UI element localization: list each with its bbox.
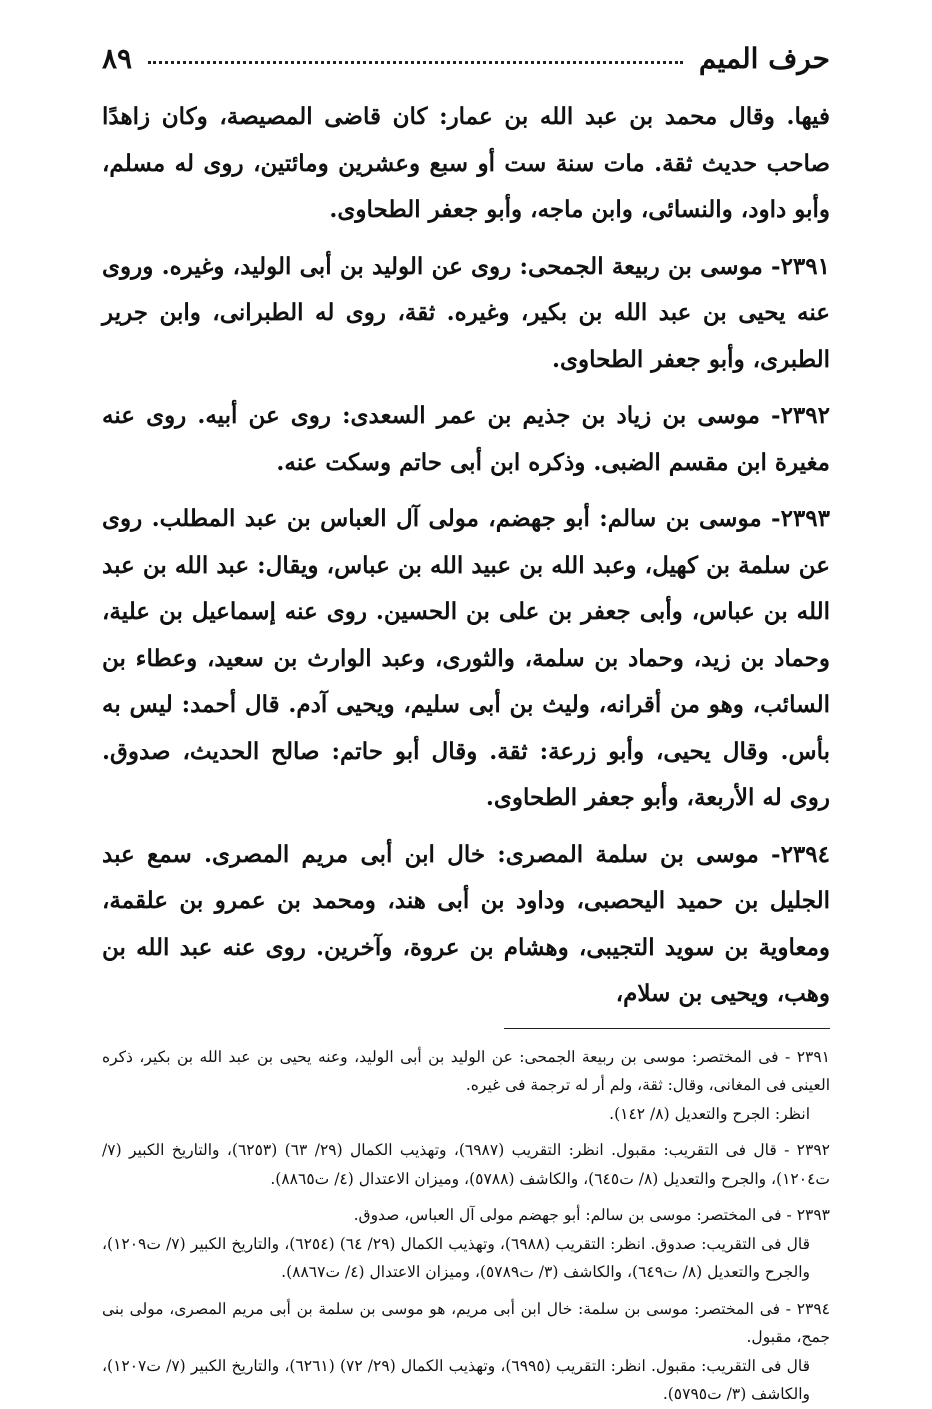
page-number: ٨٩ xyxy=(102,41,133,75)
footnote-line: قال فى التقريب: مقبول. انظر: التقريب (٦٩٩٥)، وتهذيب الكمال (٢٩/ ٧٢) (٦٢٦١)، والتاريخ الكبير (٧/ ت١٢٠٧)، والكاشف (٣/ ت٥٧٩٥). xyxy=(102,1356,810,1403)
footnote-2393 xyxy=(102,1201,830,1287)
footnote-line: قال فى التقريب: صدوق. انظر: التقريب (٦٩٨٨)، وتهذيب الكمال (٢٩/ ٦٤) (٦٢٥٤)، والتاريخ الكبير (٧/ ت١٢٠٩)، والجرح والتعديل (٨/ ت٦٤٩)، والكاشف (٣/ ت٥٧٨٩)، وميزان الاعتدال (٤/ ت٨٨٦٧). xyxy=(102,1234,810,1281)
entry-2393: ٢٣٩٣- موسى بن سالم: أبو جهضم، مولى آل العباس بن عبد المطلب. روى عن سلمة بن كهيل، وعبد الله بن عبيد الله بن عباس، ويقال: عبد الله بن عبد الله بن عباس، وأبى جعفر بن على بن الحسين. روى عنه إسماعيل بن علية، وحماد بن زيد، وحماد بن سلمة، والثورى، وعبد الوارث بن سعيد، وعطاء بن السائب، وهو من أقرانه، وليث بن أبى سليم، ويحيى آدم. قال أحمد: ليس به بأس. وقال يحيى، وأبو زرعة: ثقة. وقال أبو حاتم: صالح الحديث، صدوق. روى له الأربعة، وأبو جعفر الطحاوى. xyxy=(102,505,830,811)
entry-2394: ٢٣٩٤- موسى بن سلمة المصرى: خال ابن أبى مريم المصرى. سمع عبد الجليل بن حميد اليحصبى، وداود بن أبى هند، ومحمد بن عمرو بن علقمة، ومعاوية بن سويد التجيبى، وهشام بن عروة، وآخرين. روى عنه عبد الله بن وهب، ويحيى بن سلام، xyxy=(102,840,830,1007)
footnotes xyxy=(102,1043,830,1409)
main-text xyxy=(102,94,830,1018)
entry-2391: ٢٣٩١- موسى بن ربيعة الجمحى: روى عن الوليد بن أبى الوليد، وغيره. وروى عنه يحيى بن عبد الله بن بكير، وغيره. ثقة، روى له الطبرانى، وابن جرير الطبرى، وأبو جعفر الطحاوى. xyxy=(102,252,830,373)
footnote-2394 xyxy=(102,1295,830,1409)
footnote-separator xyxy=(504,1028,830,1029)
chapter-title: حرف الميم xyxy=(698,41,830,75)
footnote-2391 xyxy=(102,1043,830,1129)
footnote-line: ٢٣٩٣ - فى المختصر: موسى بن سالم: أبو جهضم مولى آل العباس، صدوق. xyxy=(353,1206,830,1224)
footnote-2392 xyxy=(102,1136,830,1193)
footnote-line: ٢٣٩١ - فى المختصر: موسى بن ربيعة الجمحى: عن الوليد بن أبى الوليد، وعنه يحيى بن عبد الله بن بكير، ذكره العينى فى المغانى، وقال: ثقة، ولم أر له ترجمة فى غيره. xyxy=(102,1047,830,1094)
page-header xyxy=(102,38,830,78)
footnote-line: ٢٣٩٢ - قال فى التقريب: مقبول. انظر: التقريب (٦٩٨٧)، وتهذيب الكمال (٢٩/ ٦٣) (٦٢٥٣)، والتاريخ الكبير (٧/ ت١٢٠٤)، والجرح والتعديل (٨/ ت٦٤٥)، والكاشف (٥٧٨٨)، وميزان الاعتدال (٤/ ت٨٨٦٥). xyxy=(102,1141,830,1188)
footnote-line: انظر: الجرح والتعديل (٨/ ١٤٢). xyxy=(609,1104,810,1123)
footnote-line: ٢٣٩٤ - فى المختصر: موسى بن سلمة: خال ابن أبى مريم، هو موسى بن سلمة بن أبى مريم المصرى، مولى بنى جمح، مقبول. xyxy=(102,1299,830,1346)
header-dotted-leader xyxy=(148,61,683,64)
page xyxy=(102,38,830,1403)
entry-2392: ٢٣٩٢- موسى بن زياد بن جذيم بن عمر السعدى: روى عن أبيه. روى عنه مغيرة ابن مقسم الضبى. وذكره ابن أبى حاتم وسكت عنه. xyxy=(102,402,830,476)
entry-continuation: فيها. وقال محمد بن عبد الله بن عمار: كان قاضى المصيصة، وكان زاهدًا صاحب حديث ثقة. مات سنة ست أو سبع وعشرين ومائتين، روى له مسلم، وأبو داود، والنسائى، وابن ماجه، وأبو جعفر الطحاوى. xyxy=(102,103,830,223)
